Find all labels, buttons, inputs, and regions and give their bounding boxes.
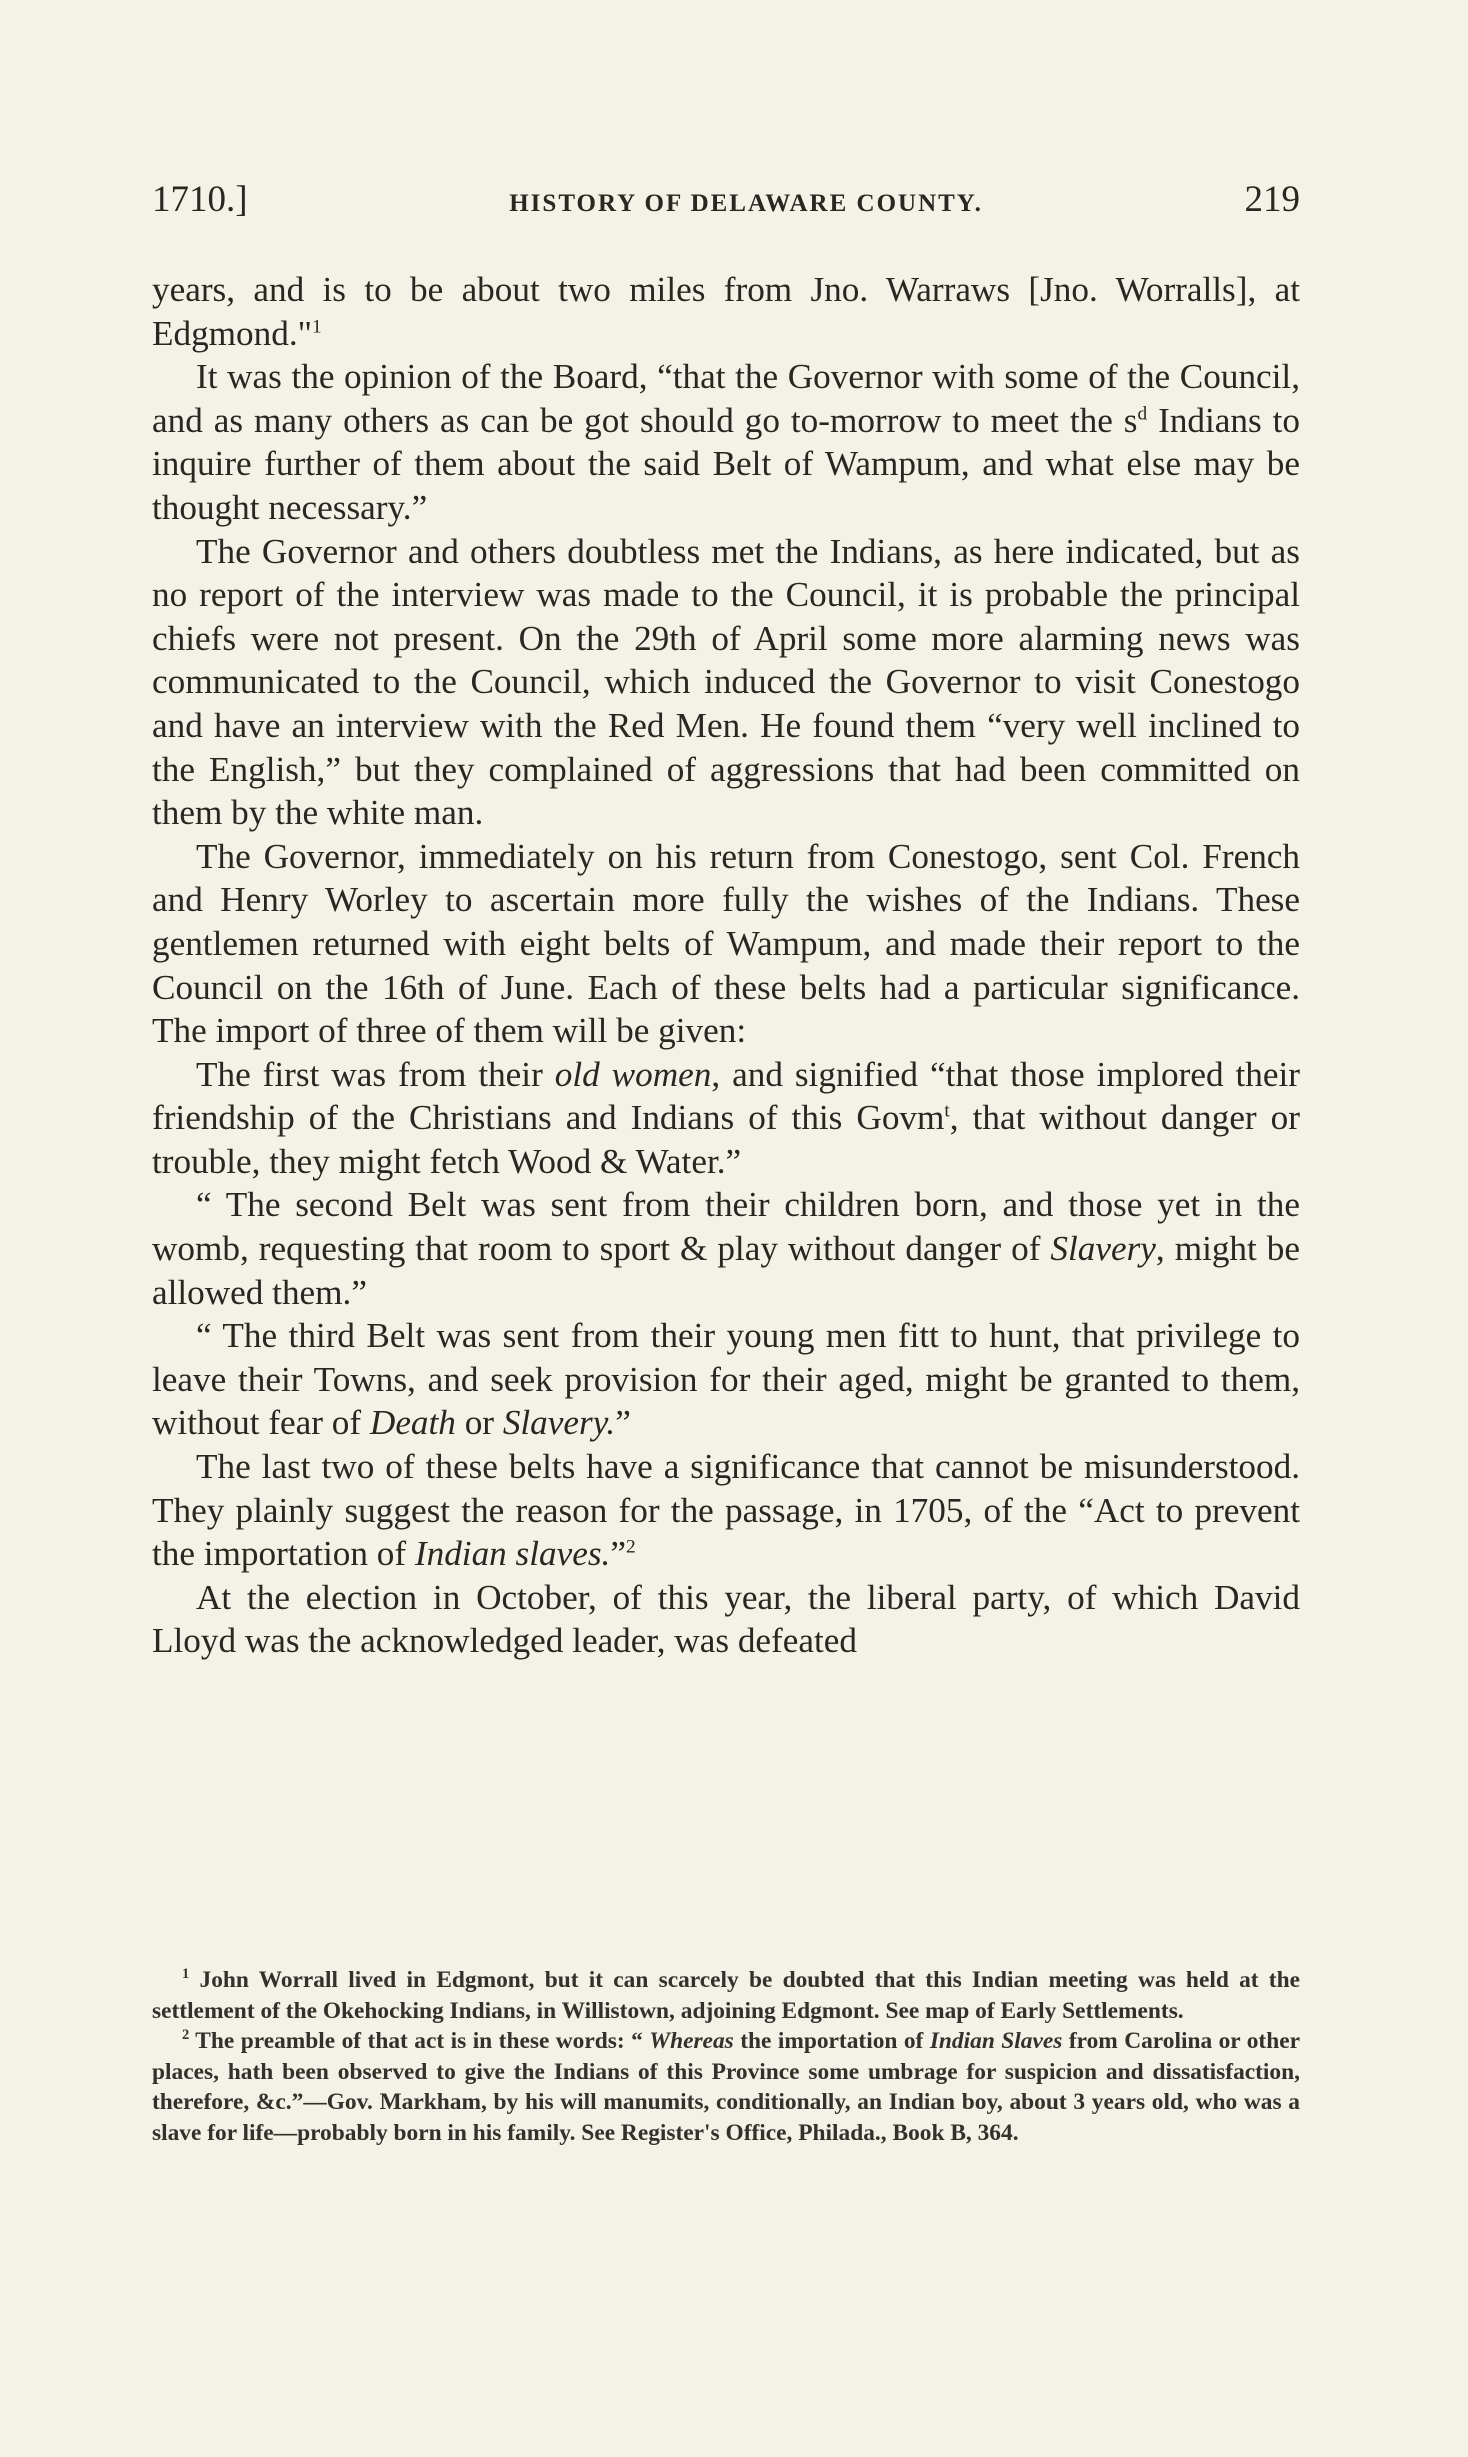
- footnotes: [152, 1965, 1300, 2149]
- paragraph-4: The Governor, immediately on his return from Conestogo, sent Col. French and Henry Worley to ascertain more fully the wishes of the Indians. These gentlemen returned with eight belts of Wampum, and made their report to the Council on the 16th of June. Each of these belts had a particular significance. The import of three of them will be given:: [152, 836, 1300, 1051]
- paragraph-5: The first was from their old women, and signified “that those implored their friendship of the Christians and Indians of this Govm$^t$, that without danger or trouble, they might fetch Wood & Water.”: [152, 1054, 1300, 1181]
- footnote-1: $^1$ John Worrall lived in Edgmont, but it can scarcely be doubted that this Indian meeting was held at the settlement of the Okehocking Indians, in Willistown, adjoining Edgmont. See map of Early Settlements.: [152, 1966, 1300, 2024]
- running-header: [152, 178, 1300, 234]
- footnote-2: $^2$ The preamble of that act is in these words: “ Whereas the importation of Indian Slaves from Carolina or other places, hath been observed to give the Indians of this Province some umbrage for suspicion and dissatisfaction, therefore, &c.”—Gov. Markham, by his will manumits, conditionally, an Indian boy, about 3 years old, who was a slave for life—probably born in his family. See Register's Office, Philada., Book B, 364.: [152, 2027, 1300, 2146]
- paragraph-1: years, and is to be about two miles from Jno. Warraws [Jno. Worralls], at Edgmond."$^1$: [152, 270, 1300, 353]
- paragraph-7: “ The third Belt was sent from their young men fitt to hunt, that privilege to leave their Towns, and seek provision for their aged, might be granted to them, without fear of Death or Slavery.”: [152, 1316, 1300, 1443]
- paragraph-3: The Governor and others doubtless met the Indians, as here indicated, but as no report of the interview was made to the Council, it is probable the principal chiefs were not present. On the 29th of April some more alarming news was communicated to the Council, which induced the Governor to visit Conestogo and have an interview with the Red Men. He found them “very well inclined to the English,” but they complained of aggressions that had been committed on them by the white man.: [152, 531, 1300, 833]
- body-text: [152, 268, 1300, 1663]
- footnote-ref-1: 1: [312, 315, 322, 337]
- page-number: 219: [1244, 179, 1300, 220]
- paragraph-6: “ The second Belt was sent from their children born, and those yet in the womb, requesting that room to sport & play without danger of Slavery, might be allowed them.”: [152, 1185, 1300, 1312]
- header-title: HISTORY OF DELAWARE COUNTY.: [509, 190, 983, 217]
- header-year: 1710.]: [152, 179, 248, 220]
- paragraph-2: It was the opinion of the Board, “that the Governor with some of the Council, and as many others as can be got should go to-morrow to meet the $s^d$ Indians to inquire further of them about the said Belt of Wampum, and what else may be thought necessary.”: [152, 357, 1300, 527]
- paragraph-9: At the election in October, of this year, the liberal party, of which David Lloyd was the acknowledged leader, was defeated: [152, 1577, 1300, 1661]
- footnote-ref-2: 2: [625, 1536, 636, 1558]
- paragraph-8: The last two of these belts have a significance that cannot be misunderstood. They plainly suggest the reason for the passage, in 1705, of the “Act to prevent the importation of Indian slaves.”$^2$: [152, 1447, 1300, 1574]
